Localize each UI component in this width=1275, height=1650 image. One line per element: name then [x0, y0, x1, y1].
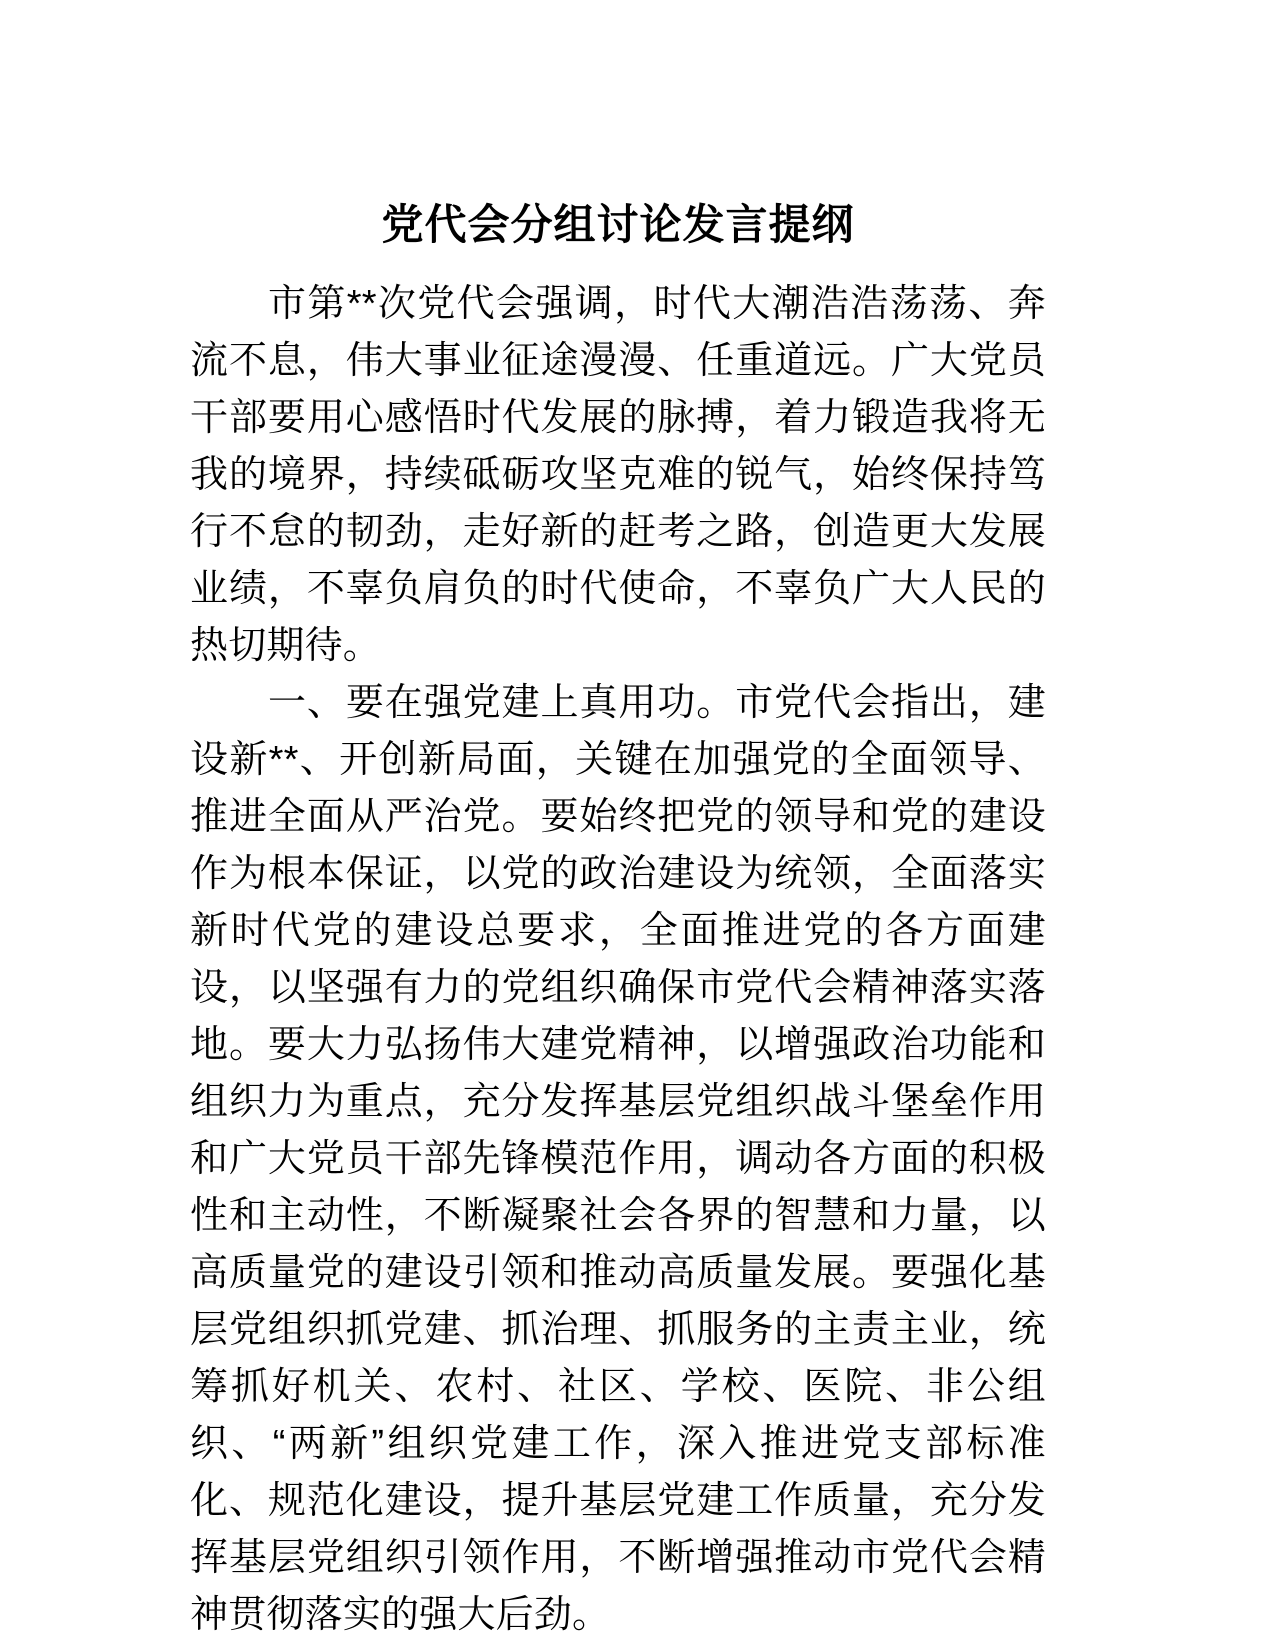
document-title: 党代会分组讨论发言提纲 — [381, 201, 855, 248]
document-body — [190, 196, 1046, 1644]
paragraph-intro: 市第**次党代会强调，时代大潮浩浩荡荡、奔流不息，伟大事业征途漫漫、任重道远。广大党员干部要用心感悟时代发展的脉搏，着力锻造我将无我的境界，持续砥砺攻坚克难的锐气，始终保持笃行不怠的韧劲，走好新的赶考之路，创造更大发展业绩，不辜负肩负的时代使命，不辜负广大人民的热切期待。 — [190, 283, 1046, 667]
paragraph-section-one: 一、要在强党建上真用功。市党代会指出，建设新**、开创新局面，关键在加强党的全面领导、推进全面从严治党。要始终把党的领导和党的建设作为根本保证，以党的政治建设为统领，全面落实新时代党的建设总要求，全面推进党的各方面建设，以坚强有力的党组织确保市党代会精神落实落地。要大力弘扬伟大建党精神，以增强政治功能和组织力为重点，充分发挥基层党组织战斗堡垒作用和广大党员干部先锋模范作用，调动各方面的积极性和主动性，不断凝聚社会各界的智慧和力量，以高质量党的建设引领和推动高质量发展。要强化基层党组织抓党建、抓治理、抓服务的主责主业，统筹抓好机关、农村、社区、学校、医院、非公组织、“两新”组织党建工作，深入推进党支部标准化、规范化建设，提升基层党建工作质量，充分发挥基层党组织引领作用，不断增强推动市党代会精神贯彻落实的强大后劲。 — [190, 682, 1046, 1636]
